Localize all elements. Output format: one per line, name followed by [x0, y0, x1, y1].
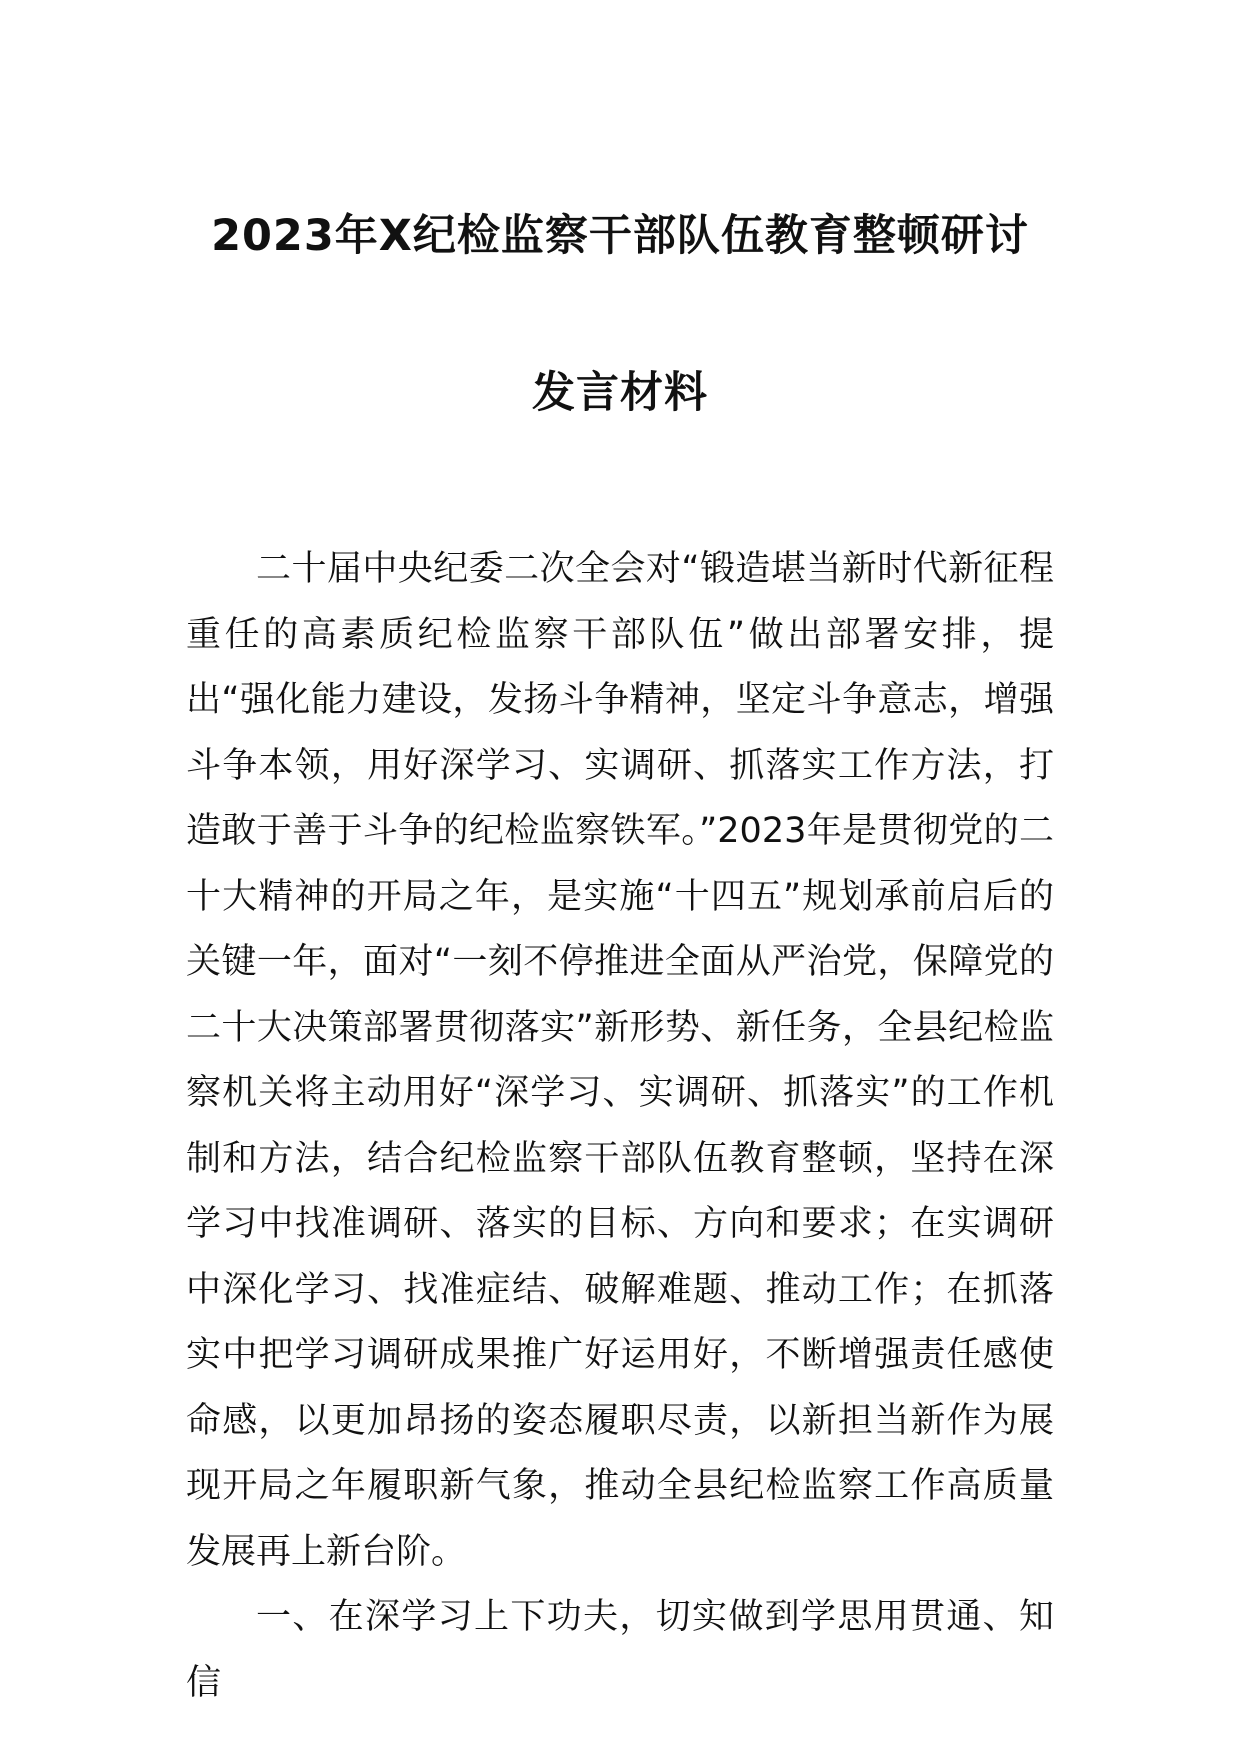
document-title-line-2: 发言材料 [532, 368, 708, 418]
body-paragraph-section-1: 一、在深学习上下功夫，切实做到学思用贯通、知信 [186, 1597, 1054, 1703]
body-paragraph-intro: 二十届中央纪委二次全会对“锻造堪当新时代新征程重任的高素质纪检监察干部队伍”做出部署安排，提出“强化能力建设，发扬斗争精神，坚定斗争意志，增强斗争本领，用好深学习、实调研、抓落实工作方法，打造敢于善于斗争的纪检监察铁军。”2023年是贯彻党的二十大精神的开局之年，是实施“十四五”规划承前启后的关键一年，面对“一刻不停推进全面从严治党，保障党的二十大决策部署贯彻落实”新形势、新任务，全县纪检监察机关将主动用好“深学习、实调研、抓落实”的工作机制和方法，结合纪检监察干部队伍教育整顿，坚持在深学习中找准调研、落实的目标、方向和要求；在实调研中深化学习、找准症结、破解难题、推动工作；在抓落实中把学习调研成果推广好运用好，不断增强责任感使命感，以更加昂扬的姿态履职尽责，以新担当新作为展现开局之年履职新气象，推动全县纪检监察工作高质量发展再上新台阶。 [186, 549, 1054, 1572]
document-body [186, 537, 1054, 1716]
document-title-line-1: 2023年X纪检监察干部队伍教育整顿研讨 [211, 211, 1029, 261]
